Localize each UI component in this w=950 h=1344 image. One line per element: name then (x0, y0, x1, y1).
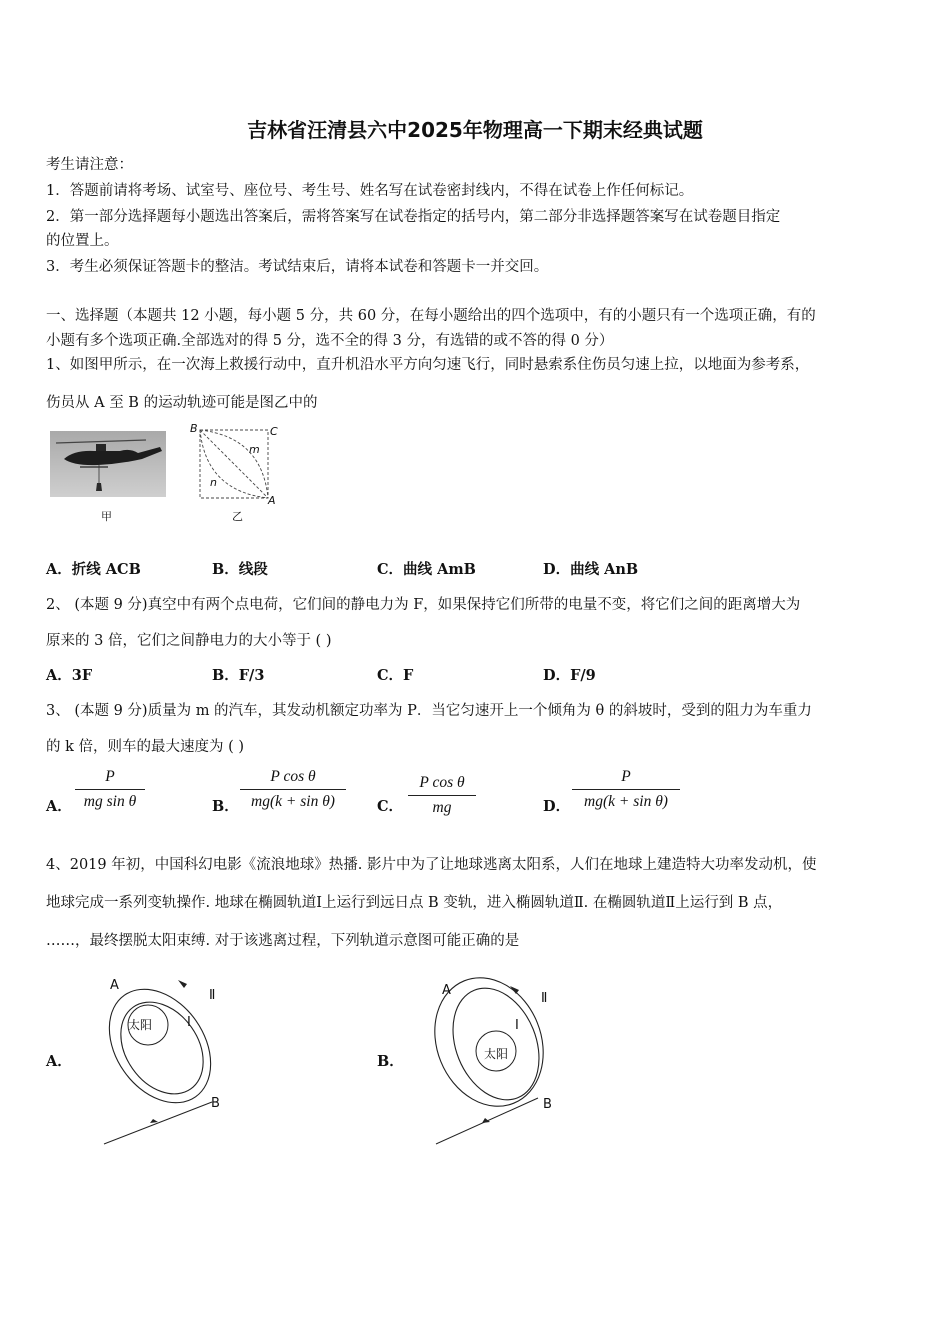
q3-option-d-label[interactable]: D． (543, 798, 571, 815)
q4-text-cont-2: ……，最终摆脱太阳束缚. 对于该逃离过程，下列轨道示意图可能正确的是 (46, 933, 520, 949)
helicopter-photo (50, 431, 166, 497)
q4-text-cont: 地球完成一系列变轨操作. 地球在椭圆轨道Ⅰ上运行到远日点 B 变轨，进入椭圆轨道Ⅱ. 在椭圆轨道Ⅱ上运行到 B 点， (46, 895, 783, 911)
point-A-label-b: A (442, 983, 451, 998)
q2-text-cont: 原来的 3 倍，它们之间静电力的大小等于 ( ) (46, 633, 332, 649)
q3-option-c-formula[interactable] (408, 774, 476, 817)
q3-c-denominator: mg (432, 799, 452, 816)
notice-heading: 考生请注意： (46, 157, 133, 173)
q3-a-denominator: mg sin θ (83, 793, 137, 810)
point-C-label: C (270, 425, 278, 438)
q3-d-numerator: P (621, 768, 631, 785)
point-B-label: B (190, 422, 198, 435)
page-title: 吉林省汪清县六中2025年物理高一下期末经典试题 (247, 118, 703, 142)
sun-label-b: 太阳 (484, 1047, 509, 1061)
section-heading: 一、选择题（本题共 12 小题，每小题 5 分，共 60 分，在每小题给出的四个选项中，有的小题只有一个选项正确，有的 (46, 308, 816, 324)
q3-a-numerator: P (105, 768, 115, 785)
q2-text: 2、 (本题 9 分)真空中有两个点电荷，它们间的静电力为 F，如果保持它们所带的电量不变，将它们之间的距离增大为 (46, 597, 801, 613)
q1-option-c[interactable]: C．曲线 AmB (377, 561, 476, 578)
q2-option-c[interactable]: C．F (377, 667, 414, 684)
q1-text: 1、如图甲所示，在一次海上救援行动中，直升机沿水平方向匀速飞行，同时悬索系住伤员匀速上拉，以地面为参考系， (46, 357, 810, 373)
q3-c-numerator: P cos θ (419, 774, 465, 791)
curve-n-label: n (210, 476, 217, 489)
q1-option-d[interactable]: D．曲线 AnB (543, 561, 639, 578)
orbit-II-label-b: Ⅱ (541, 991, 548, 1006)
q1-option-b[interactable]: B．线段 (212, 561, 268, 578)
q3-option-a-label[interactable]: A． (46, 798, 72, 815)
q3-b-denominator: mg(k + sin θ) (251, 793, 335, 810)
q3-option-c-label[interactable]: C． (377, 798, 404, 815)
point-A-label: A (268, 494, 276, 507)
notice-item-1: 1．答题前请将考场、试室号、座位号、考生号、姓名写在试卷密封线内，不得在试卷上作任何标记。 (46, 183, 694, 199)
figure-jia-caption: 甲 (101, 510, 112, 523)
q2-option-d[interactable]: D．F/9 (543, 667, 596, 684)
q3-b-numerator: P cos θ (270, 768, 316, 785)
q1-text-cont: 伤员从 A 至 B 的运动轨迹可能是图乙中的 (46, 395, 318, 411)
notice-item-3: 3．考生必须保证答题卡的整洁。考试结束后，请将本试卷和答题卡一并交回。 (46, 259, 549, 275)
q2-option-b[interactable]: B．F/3 (212, 667, 265, 684)
orbit-I-label-a: Ⅰ (187, 1015, 191, 1030)
notice-item-2: 2．第一部分选择题每小题选出答案后，需将答案写在试卷指定的括号内，第二部分非选择题答案写在试卷题目指定 (46, 209, 781, 225)
q3-d-denominator: mg(k + sin θ) (584, 793, 668, 810)
q4-option-a-label[interactable]: A． (46, 1053, 72, 1070)
orbit-I-label-b: Ⅰ (515, 1018, 519, 1033)
q3-option-b-label[interactable]: B． (212, 798, 239, 815)
sun-label-a: 太阳 (128, 1018, 153, 1032)
section-heading-cont: 小题有多个选项正确.全部选对的得 5 分，选不全的得 3 分，有选错的或不答的得 0 分） (46, 333, 614, 349)
q3-option-b-formula[interactable] (240, 768, 346, 811)
q3-option-d-formula[interactable] (572, 768, 680, 811)
q4-option-b-label[interactable]: B． (377, 1053, 404, 1070)
curve-m-label: m (249, 443, 260, 456)
q1-option-a[interactable]: A．折线 ACB (46, 561, 141, 578)
figure-yi-caption: 乙 (232, 510, 243, 523)
q4-text: 4、2019 年初，中国科幻电影《流浪地球》热播. 影片中为了让地球逃离太阳系，人们在地球上建造特大功率发动机，使 (46, 857, 817, 873)
point-A-label-a: A (110, 978, 119, 993)
q3-text-cont: 的 k 倍，则车的最大速度为 ( ) (46, 739, 245, 755)
notice-item-2-cont: 的位置上。 (46, 233, 119, 249)
q3-option-a-formula[interactable] (75, 768, 145, 811)
q3-text: 3、 (本题 9 分)质量为 m 的汽车，其发动机额定功率为 P．当它匀速开上一个倾角为 θ 的斜坡时，受到的阻力为车重力 (46, 703, 812, 719)
orbit-II-label-a: Ⅱ (209, 988, 216, 1003)
point-B-label-b: B (543, 1097, 552, 1112)
point-B-label-a: B (211, 1096, 220, 1111)
q2-option-a[interactable]: A．3F (46, 667, 93, 684)
